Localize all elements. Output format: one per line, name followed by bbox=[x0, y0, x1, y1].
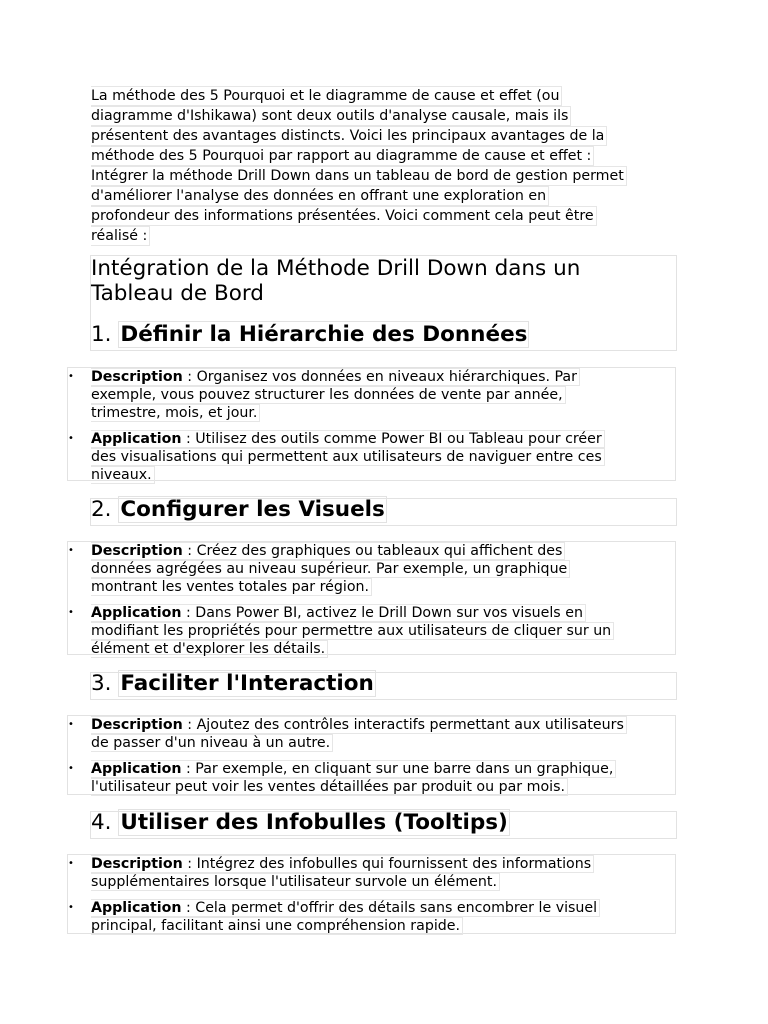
item-text: exemple, vous pouvez structurer les données de vente par année, bbox=[91, 386, 566, 404]
intro-line: présentent des avantages distincts. Voici les principaux avantages de la bbox=[91, 126, 607, 146]
item-text: de passer d'un niveau à un autre. bbox=[91, 734, 333, 752]
list-item bbox=[68, 368, 675, 422]
bullet-icon: • bbox=[68, 902, 74, 913]
item-label: Description bbox=[91, 717, 183, 733]
section-number: 2. bbox=[91, 497, 112, 522]
intro-line: La méthode des 5 Pourquoi et le diagramme de cause et effet (ou bbox=[91, 86, 562, 106]
section-title: Utiliser des Infobulles (Tooltips) bbox=[120, 810, 508, 835]
section-2-list bbox=[67, 541, 676, 655]
bullet-icon: • bbox=[68, 607, 74, 618]
item-text: : Organisez vos données en niveaux hiérarchiques. Par bbox=[182, 369, 577, 385]
item-text: montrant les ventes totales par région. bbox=[91, 578, 372, 596]
item-label: Application bbox=[91, 900, 182, 916]
item-text: : Créez des graphiques ou tableaux qui affichent des bbox=[182, 543, 563, 559]
bullet-icon: • bbox=[68, 858, 74, 869]
section-heading-3 bbox=[91, 671, 376, 697]
item-text: : Dans Power BI, activez le Drill Down sur vos visuels en bbox=[181, 605, 583, 621]
section-title: Faciliter l'Interaction bbox=[120, 671, 374, 696]
item-text: : Cela permet d'offrir des détails sans encombrer le visuel bbox=[181, 900, 598, 916]
main-heading-line: Tableau de Bord bbox=[91, 281, 264, 306]
list-item bbox=[68, 604, 675, 658]
main-heading bbox=[91, 256, 580, 306]
intro-paragraph bbox=[91, 86, 681, 246]
item-text: : Utilisez des outils comme Power BI ou Tableau pour créer bbox=[181, 431, 602, 447]
item-label: Application bbox=[91, 605, 182, 621]
item-label: Description bbox=[91, 369, 183, 385]
item-label: Application bbox=[91, 761, 182, 777]
item-text: modifiant les propriétés pour permettre aux utilisateurs de cliquer sur un bbox=[91, 622, 614, 640]
item-text: principal, facilitant ainsi une compréhension rapide. bbox=[91, 917, 463, 935]
section-number: 3. bbox=[91, 671, 112, 696]
list-item bbox=[68, 542, 675, 596]
section-heading-2 bbox=[91, 497, 387, 523]
item-text: élément et d'explorer les détails. bbox=[91, 640, 328, 658]
section-number: 4. bbox=[91, 810, 112, 835]
intro-line: réalisé : bbox=[91, 226, 150, 246]
section-title: Définir la Hiérarchie des Données bbox=[120, 322, 528, 347]
item-text: : Intégrez des infobulles qui fournissent des informations bbox=[182, 856, 592, 872]
item-text: l'utilisateur peut voir les ventes détaillées par produit ou par mois. bbox=[91, 778, 568, 796]
intro-line: Intégrer la méthode Drill Down dans un tableau de bord de gestion permet bbox=[91, 166, 627, 186]
item-text: des visualisations qui permettent aux utilisateurs de naviguer entre ces bbox=[91, 448, 605, 466]
item-label: Application bbox=[91, 431, 182, 447]
intro-line: diagramme d'Ishikawa) sont deux outils d'analyse causale, mais ils bbox=[91, 106, 571, 126]
list-item bbox=[68, 855, 675, 891]
section-1-list bbox=[67, 367, 676, 481]
section-heading-4 bbox=[91, 810, 510, 836]
section-4-list bbox=[67, 854, 676, 934]
bullet-icon: • bbox=[68, 371, 74, 382]
section-number: 1. bbox=[91, 322, 112, 347]
item-text: supplémentaires lorsque l'utilisateur survole un élément. bbox=[91, 873, 500, 891]
list-item bbox=[68, 760, 675, 796]
bullet-icon: • bbox=[68, 763, 74, 774]
intro-line: d'améliorer l'analyse des données en offrant une exploration en bbox=[91, 186, 549, 206]
list-item bbox=[68, 430, 675, 484]
item-text: : Par exemple, en cliquant sur une barre dans un graphique, bbox=[181, 761, 614, 777]
section-heading-1 bbox=[91, 322, 529, 348]
item-text: trimestre, mois, et jour. bbox=[91, 404, 260, 422]
bullet-icon: • bbox=[68, 433, 74, 444]
section-title: Configurer les Visuels bbox=[120, 497, 385, 522]
item-label: Description bbox=[91, 856, 183, 872]
bullet-icon: • bbox=[68, 545, 74, 556]
item-text: : Ajoutez des contrôles interactifs permettant aux utilisateurs bbox=[182, 717, 624, 733]
intro-line: profondeur des informations présentées. Voici comment cela peut être bbox=[91, 206, 597, 226]
list-item bbox=[68, 899, 675, 935]
item-text: niveaux. bbox=[91, 466, 155, 484]
intro-line: méthode des 5 Pourquoi par rapport au diagramme de cause et effet : bbox=[91, 146, 594, 166]
bullet-icon: • bbox=[68, 719, 74, 730]
section-3-list bbox=[67, 715, 676, 795]
list-item bbox=[68, 716, 675, 752]
item-text: données agrégées au niveau supérieur. Par exemple, un graphique bbox=[91, 560, 570, 578]
main-heading-line: Intégration de la Méthode Drill Down dans un bbox=[91, 256, 581, 281]
item-label: Description bbox=[91, 543, 183, 559]
